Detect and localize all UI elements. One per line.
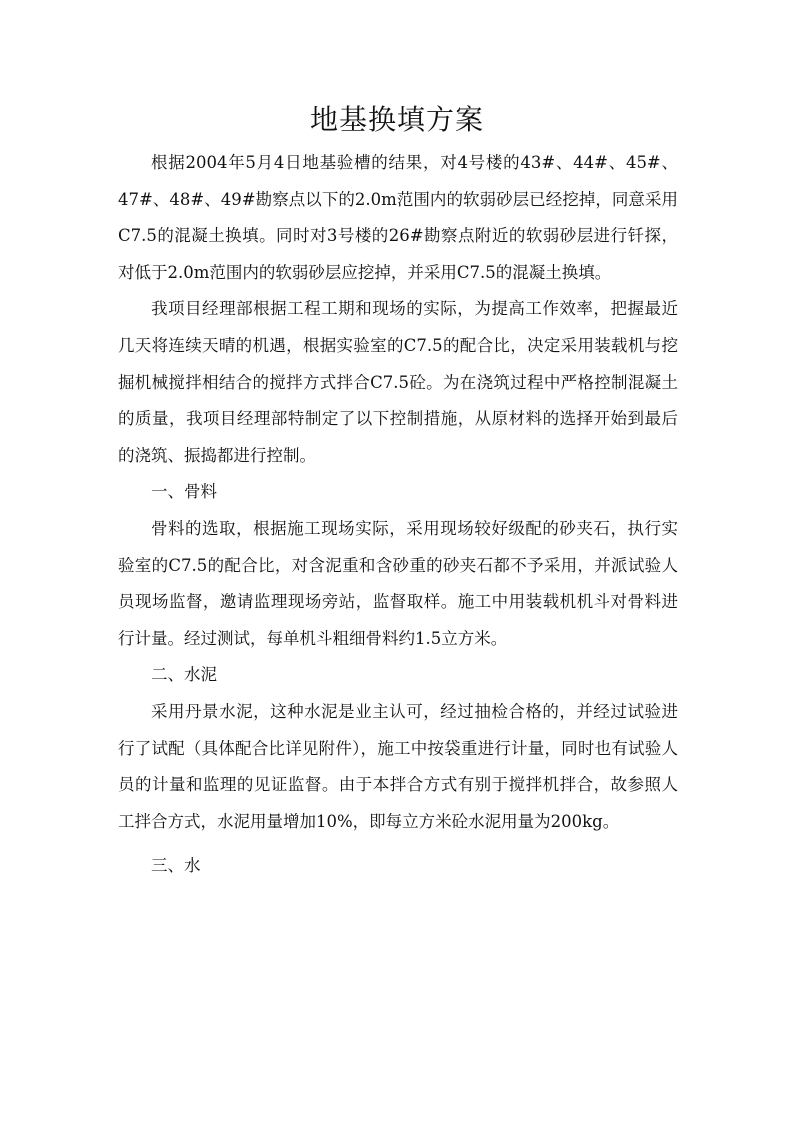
section-text-cement: 采用丹景水泥，这种水泥是业主认可，经过抽检合格的，并经过试验进行了试配（具体配合比详见附件），施工中按袋重进行计量，同时也有试验人员的计量和监理的见证监督。由于本拌合方式有别于搅拌机拌合，故参照人工拌合方式，水泥用量增加10%，即每立方米砼水泥用量为200kg。 [118,701,678,831]
document-body [118,145,678,885]
intro-paragraph-2: 我项目经理部根据工程工期和现场的实际，为提高工作效率，把握最近几天将连续天晴的机遇，根据实验室的C7.5的配合比，决定采用装载机与挖掘机械搅拌相结合的搅拌方式拌合C7.5砼。为在浇筑过程中严格控制混凝土的质量，我项目经理部特制定了以下控制措施，从原材料的选择开始到最后的浇筑、振捣都进行控制。 [118,299,678,465]
section-heading-water: 三、水 [151,856,201,876]
section-text-aggregate: 骨料的选取，根据施工现场实际，采用现场较好级配的砂夹石，执行实验室的C7.5的配合比，对含泥重和含砂重的砂夹石都不予采用，并派试验人员现场监督，邀请监理现场旁站，监督取样。施工中用装载机机斗对骨料进行计量。经过测试，每单机斗粗细骨料约1.5立方米。 [118,518,678,648]
intro-paragraph-1: 根据2004年5月4日地基验槽的结果，对4号楼的43#、44#、45#、47#、48#、49#勘察点以下的2.0m范围内的软弱砂层已经挖掉，同意采用C7.5的混凝土换填。同时对3号楼的26#勘察点附近的软弱砂层进行钎探，对低于2.0m范围内的软弱砂层应挖掉，并采用C7.5的混凝土换填。 [118,153,678,282]
section-heading-cement: 二、水泥 [151,665,217,685]
document-title: 地基换填方案 [309,103,484,136]
section-heading-aggregate: 一、骨料 [151,482,217,502]
